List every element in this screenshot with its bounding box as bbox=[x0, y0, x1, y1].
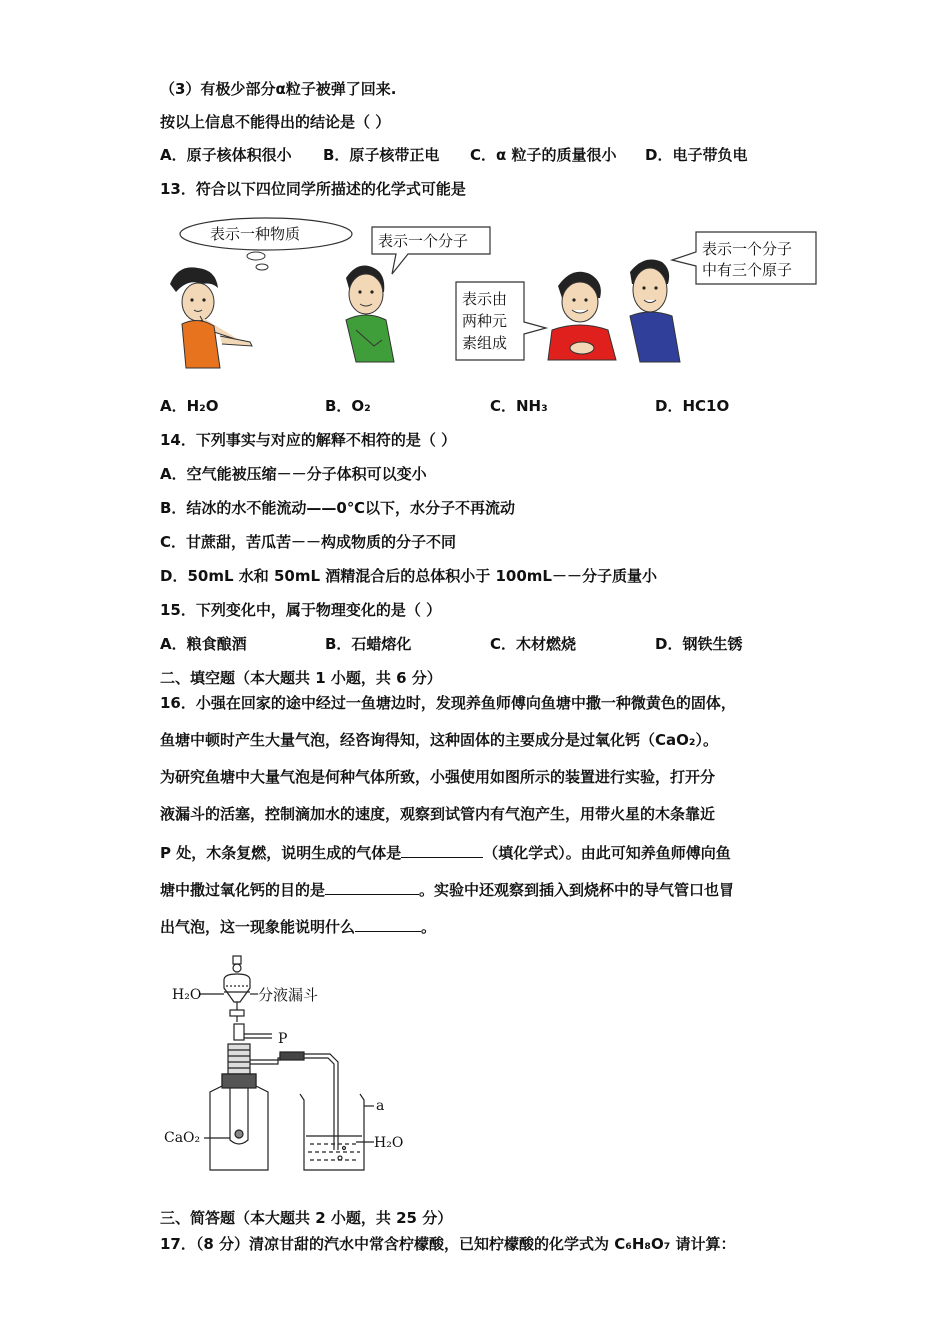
q12-option-d: D．电子带负电 bbox=[645, 146, 748, 164]
bubble-3-line-3: 素组成 bbox=[462, 334, 508, 352]
q14-option-d: D．50mL 水和 50mL 酒精混合后的总体积小于 100mL－－分子质量小 bbox=[160, 567, 657, 585]
students-illustration bbox=[160, 212, 820, 380]
q12-option-b: B．原子核带正电 bbox=[323, 146, 440, 164]
q12-statement-3: （3）有极少部分α粒子被弹了回来. bbox=[160, 80, 397, 98]
q13-option-d: D．HC1O bbox=[655, 397, 730, 415]
label-a: a bbox=[376, 1098, 385, 1114]
q14-option-b: B．结冰的水不能流动——0℃以下，水分子不再流动 bbox=[160, 499, 516, 517]
label-cao2: CaO₂ bbox=[164, 1130, 201, 1146]
thought-bubble-1 bbox=[180, 218, 352, 270]
q12-stem: 按以上信息不能得出的结论是（ ） bbox=[160, 113, 391, 131]
q13-option-a: A．H₂O bbox=[160, 397, 219, 415]
speech-bubble-4 bbox=[672, 232, 816, 284]
q15-option-b: B．石蜡熔化 bbox=[325, 635, 412, 653]
boy-blue-figure bbox=[630, 260, 680, 362]
q16-line-3: 为研究鱼塘中大量气泡是何种气体所致，小强使用如图所示的装置进行实验，打开分 bbox=[160, 768, 716, 786]
bubble-4-line-1: 表示一个分子 bbox=[702, 240, 793, 258]
q16-line-7-start: 出气泡，这一现象能说明什么 bbox=[160, 918, 356, 936]
q14-option-a: A．空气能被压缩－－分子体积可以变小 bbox=[160, 465, 427, 483]
label-h2o-beaker: H₂O bbox=[374, 1135, 404, 1151]
q12-option-c: C．α 粒子的质量很小 bbox=[470, 146, 617, 164]
label-h2o-funnel: H₂O bbox=[172, 987, 202, 1003]
q16-line-6-start: 塘中撒过氧化钙的目的是 bbox=[160, 881, 326, 899]
apparatus-diagram bbox=[160, 950, 420, 1180]
q16-line-6-end: 。实验中还观察到插入到烧杯中的导气管口也冒 bbox=[419, 881, 735, 899]
girl-figure bbox=[170, 267, 252, 368]
q16-line-5 bbox=[160, 842, 731, 863]
q15-option-c: C．木材燃烧 bbox=[490, 635, 577, 653]
section-3-heading: 三、简答题（本大题共 2 小题，共 25 分） bbox=[160, 1209, 453, 1227]
bubble-2-text: 表示一个分子 bbox=[378, 232, 469, 250]
boy-green-figure bbox=[346, 266, 394, 362]
answer-blank-explanation[interactable] bbox=[355, 916, 421, 932]
q17-stem: 17．（8 分）清凉甘甜的汽水中常含柠檬酸，已知柠檬酸的化学式为 C₆H₈O₇ 请计算： bbox=[160, 1235, 736, 1253]
q16-line-7 bbox=[160, 916, 436, 937]
q16-line-5-end: （填化学式）。由此可知养鱼师傅向鱼 bbox=[483, 844, 731, 862]
boy-red-figure bbox=[548, 272, 616, 360]
label-p: P bbox=[278, 1031, 288, 1047]
q16-line-5-start: P 处，木条复燃，说明生成的气体是 bbox=[160, 844, 402, 862]
q12-option-a: A．原子核体积很小 bbox=[160, 146, 292, 164]
speech-bubble-2 bbox=[372, 227, 490, 274]
q15-option-a: A．粮食酿酒 bbox=[160, 635, 247, 653]
q13-option-b: B．O₂ bbox=[325, 397, 371, 415]
q15-stem: 15．下列变化中，属于物理变化的是（ ） bbox=[160, 601, 442, 619]
bubble-3-line-2: 两种元 bbox=[462, 312, 508, 330]
q16-line-2: 鱼塘中顿时产生大量气泡，经咨询得知，这种固体的主要成分是过氧化钙（CaO₂）。 bbox=[160, 731, 718, 749]
bubble-3-line-1: 表示由 bbox=[462, 290, 508, 308]
bubble-1-text: 表示一种物质 bbox=[210, 225, 301, 243]
section-2-heading: 二、填空题（本大题共 1 小题，共 6 分） bbox=[160, 669, 442, 687]
q16-line-7-end: 。 bbox=[421, 918, 437, 936]
q13-stem: 13．符合以下四位同学所描述的化学式可能是 bbox=[160, 180, 466, 198]
q15-option-d: D．钢铁生锈 bbox=[655, 635, 743, 653]
q16-line-4: 液漏斗的活塞，控制滴加水的速度，观察到试管内有气泡产生，用带火星的木条靠近 bbox=[160, 805, 716, 823]
q16-line-6 bbox=[160, 879, 734, 900]
q16-line-1: 16．小强在回家的途中经过一鱼塘边时，发现养鱼师傅向鱼塘中撒一种微黄色的固体， bbox=[160, 694, 736, 712]
bubble-4-line-2: 中有三个原子 bbox=[702, 261, 793, 279]
answer-blank-gas[interactable] bbox=[401, 842, 483, 858]
q14-stem: 14．下列事实与对应的解释不相符的是（ ） bbox=[160, 431, 457, 449]
q13-option-c: C．NH₃ bbox=[490, 397, 548, 415]
answer-blank-purpose[interactable] bbox=[325, 879, 419, 895]
speech-bubble-3 bbox=[456, 282, 546, 360]
q14-option-c: C．甘蔗甜，苦瓜苦－－构成物质的分子不同 bbox=[160, 533, 457, 551]
label-separatory-funnel: 分液漏斗 bbox=[258, 986, 319, 1004]
